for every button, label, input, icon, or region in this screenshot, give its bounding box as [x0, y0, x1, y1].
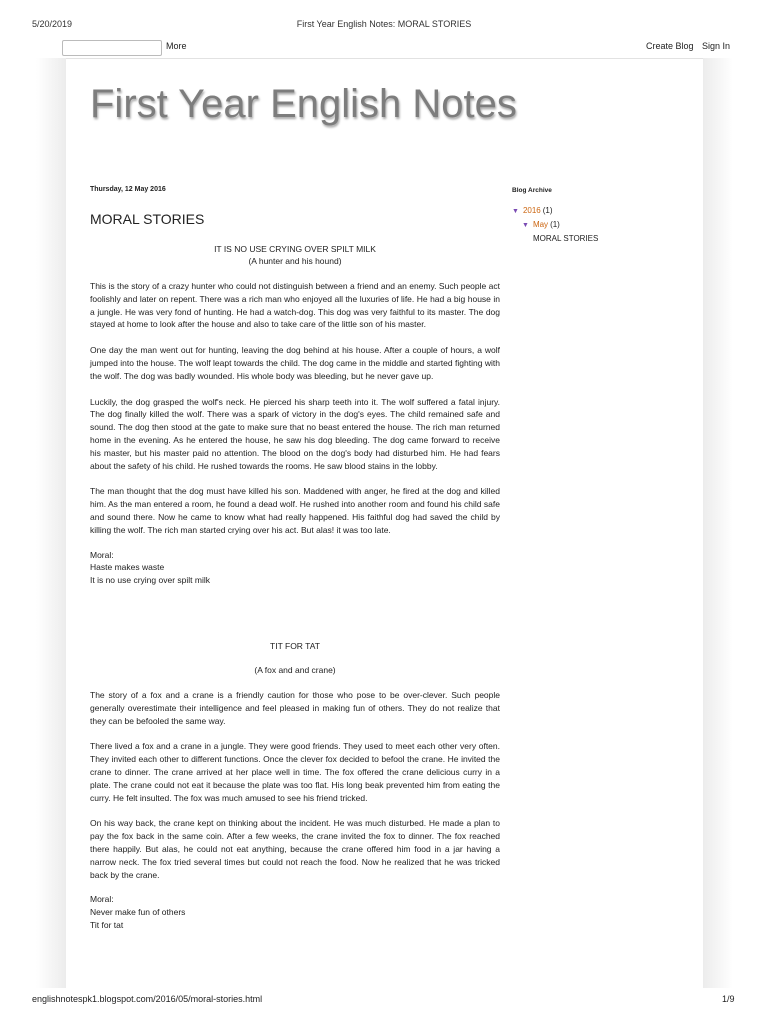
- archive-year-count: (1): [542, 206, 553, 215]
- post-column: [90, 185, 500, 932]
- moral-line: It is no use crying over spilt milk: [90, 575, 210, 586]
- moral-block: [90, 549, 500, 587]
- story-subtitle: (A fox and and crane): [254, 664, 336, 675]
- page-shadow-left: [36, 58, 66, 988]
- moral-line: Tit for tat: [90, 919, 124, 930]
- blog-title[interactable]: First Year English Notes: [90, 82, 517, 126]
- story-paragraph: On his way back, the crane kept on thinking about the incident. He was much disturbed. He made a plan to pay the fox back in the same coin. After a few weeks, the crane invited the fox to dinner. The fox reached there happily. But alas, he could not eat anything, because the crane offered him food in a jar having a narrow neck. The fox tried several times but could not reach the food. Now he realized that he was tricked back by the crane.: [90, 818, 500, 880]
- story-paragraph: There lived a fox and a crane in a jungle. They were good friends. They used to meet each other very often. They invited each other to different functions. Once the clever fox decided to befool the crane. He invited the crane to dinner. The crane arrived at her place well in time. The fox offered the crane delicious curry in a plate. The crane could not eat it because the plate was too flat. His long beak prevented him from eating the curry. He felt insulted. The fox was much amused to see his friend tricked.: [90, 741, 500, 803]
- moral-label: Moral:: [90, 894, 114, 905]
- footer-page-number: 1/9: [722, 994, 735, 1004]
- archive-month-link[interactable]: May: [532, 220, 549, 229]
- sidebar: [512, 186, 692, 245]
- archive-year-row: [512, 204, 692, 218]
- moral-label: Moral:: [90, 549, 114, 560]
- print-title: First Year English Notes: MORAL STORIES: [296, 19, 472, 29]
- archive-post-link[interactable]: MORAL STORIES: [533, 234, 599, 243]
- story-paragraph: The man thought that the dog must have killed his son. Maddened with anger, he fired at the dog and killed him. As the man entered a room, he found a dead wolf. He rushed into another room and found his child safe and sound there. Now he came to know what had really happened. His faithful dog had saved the child by killing the wolf. The rich man started crying over his act. But alas! it was too late.: [90, 486, 500, 535]
- page-top-border: [36, 58, 733, 59]
- blog-archive-heading: Blog Archive: [512, 187, 552, 194]
- search-input[interactable]: [62, 40, 162, 56]
- post-date: Thursday, 12 May 2016: [90, 186, 166, 193]
- sign-in-link[interactable]: Sign In: [702, 41, 731, 51]
- moral-block: [90, 893, 500, 931]
- story-title: TIT FOR TAT: [270, 640, 320, 651]
- story-title: IT IS NO USE CRYING OVER SPILT MILK: [214, 244, 376, 254]
- footer-url: englishnotespk1.blogspot.com/2016/05/moral-stories.html: [32, 994, 263, 1004]
- story-subtitle: (A hunter and his hound): [248, 256, 342, 266]
- story-paragraph: The story of a fox and a crane is a friendly caution for those who pose to be over-clever. Such people generally overestimate their intelligence and feel pleased in making fun of others. They do not realize that they can be befooled the same way.: [90, 689, 500, 726]
- print-header: [0, 0, 768, 34]
- post-title[interactable]: MORAL STORIES: [90, 211, 205, 227]
- triangle-down-icon[interactable]: ▼: [522, 222, 529, 229]
- archive-year-link[interactable]: 2016: [522, 206, 541, 215]
- moral-line: Haste makes waste: [90, 562, 165, 573]
- page-shadow-right: [703, 58, 733, 988]
- more-link[interactable]: More: [166, 41, 187, 51]
- print-date: 5/20/2019: [32, 19, 73, 29]
- story-paragraph: Luckily, the dog grasped the wolf's neck. He pierced his sharp teeth into it. The wolf suffered a fatal injury. The dog finally killed the wolf. There was a spark of victory in the dog's eyes. The child remained safe and sound. The dog then stood at the gate to make sure that no beast entered the house. The rich man returned home in the evening. As he entered the house, he saw his dog bleeding. The dog came forward to receive his master, but his master paid no attention. The blood on the dog's body had disturbed him. He had fears about the safety of his child. He rushed towards the rooms. He saw blood stains in the lobby.: [90, 396, 500, 471]
- blogger-navbar: [0, 34, 768, 58]
- story-paragraph: One day the man went out for hunting, leaving the dog behind at his house. After a couple of hours, a wolf jumped into the house. The wolf leapt towards the child. The dog came in the middle and started fighting with the wolf. The dog was badly wounded. His whole body was bleeding, but he never gave up.: [90, 345, 500, 381]
- moral-line: Never make fun of others: [90, 907, 186, 918]
- create-blog-link[interactable]: Create Blog: [646, 41, 694, 51]
- archive-month-row: [512, 218, 692, 232]
- story-paragraph: This is the story of a crazy hunter who could not distinguish between a friend and an enemy. Such people act foolishly and later on repent. There was a rich man who enjoyed all the luxuries of life. He had a big house in a jungle. He was very fond of hunting. He had a watch-dog. This dog was very faithful to its master. The dog stayed at home to look after the house and also to take care of the little son of his master.: [90, 281, 500, 330]
- archive-month-count: (1): [550, 220, 560, 229]
- triangle-down-icon[interactable]: ▼: [512, 208, 519, 215]
- print-footer: [0, 992, 768, 1024]
